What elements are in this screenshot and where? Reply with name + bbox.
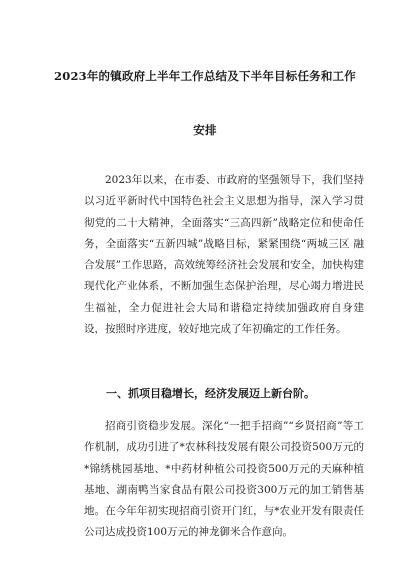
investment-paragraph: 招商引资稳步发展。深化“一把手招商”“乡贤招商”等工作机制，成功引进了*农林科技发展有限公司投资500万元的*锦绣桃园基地、*中药材种植公司投资500万元的天麻种植基地、湖南鸭当家食品有限公司投资300万元的加工销售基地。在今年年初实现招商引资开门红，与*农业开发有限责任公司达成投资100万元的神龙御米合作意向。 [84,420,364,539]
section-heading: 一、抓项目稳增长，经济发展迈上新台阶。 [106,387,315,400]
document-title-line-1: 2023年的镇政府上半年工作总结及下半年目标任务和工作 [54,69,356,83]
intro-paragraph: 2023年以来，在市委、市政府的坚强领导下，我们坚持以习近平新时代中国特色社会主义思想为指导，深入学习贯彻党的二十大精神，全面落实“三高四新”战略定位和使命任务，全面落实“五新四城”战略目标，紧紧围绕“两城三区 融合发展”工作思路，高效统筹经济社会发展和安全，加快构建现代化产业体系，不断加强生态保护治理，尽心竭力增进民生福祉，全力促进社会大局和谐稳定持续加强政府自身建设，按照时序进度，较好地完成了年初确定的工作任务。 [84,174,364,336]
document-title-line-2: 安排 [193,123,217,137]
